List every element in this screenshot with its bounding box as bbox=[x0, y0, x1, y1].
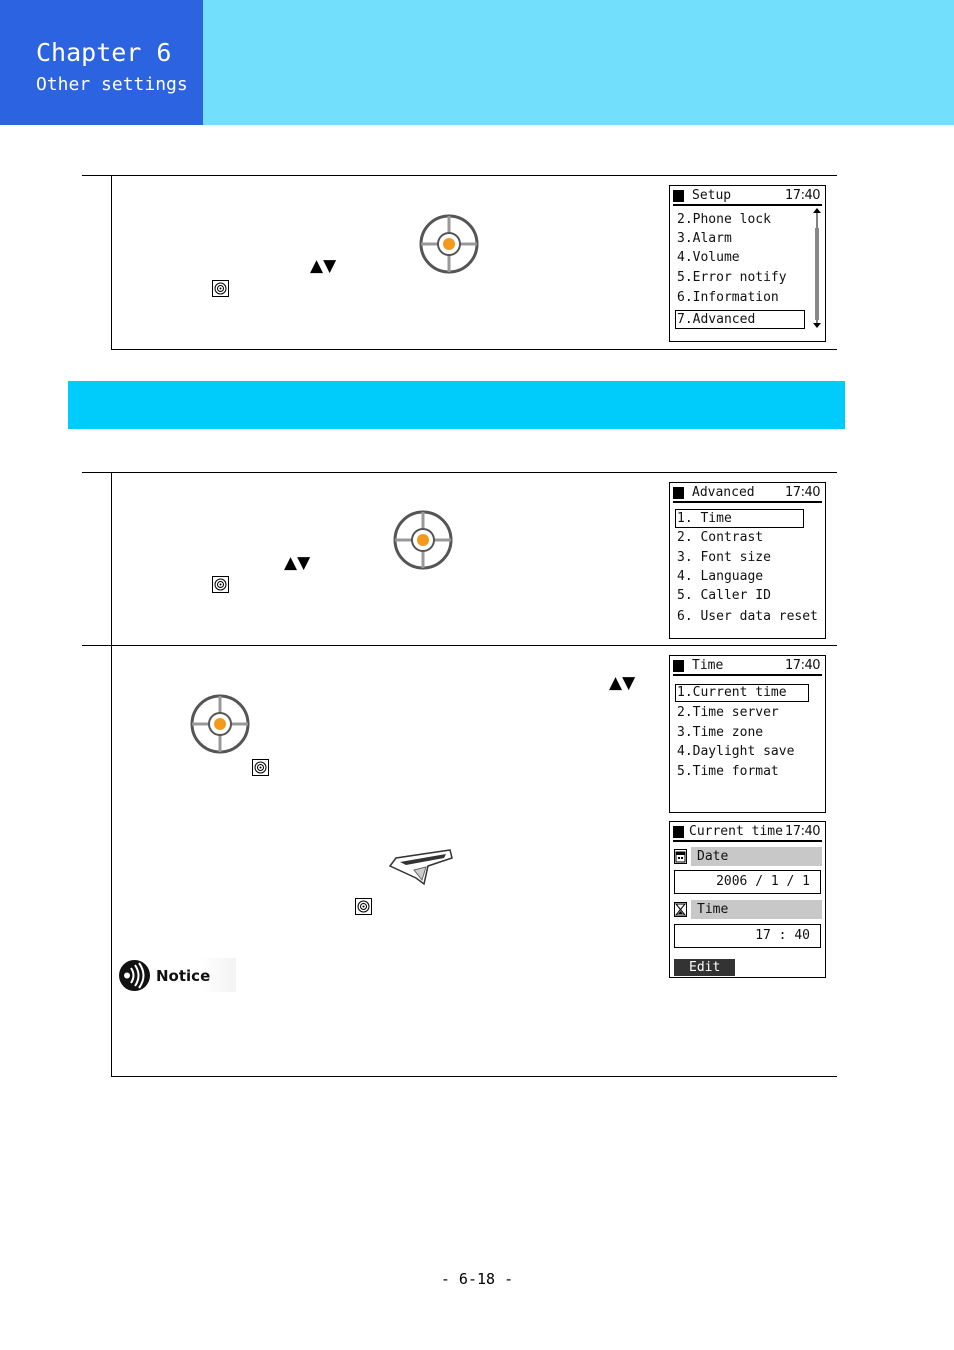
ok-key-icon bbox=[212, 576, 229, 593]
signal-block-icon bbox=[673, 660, 684, 672]
signal-block-icon bbox=[673, 826, 684, 838]
time-label: Time bbox=[691, 900, 822, 919]
menu-item-alarm[interactable]: 3.Alarm bbox=[677, 231, 732, 246]
menu-item-advanced[interactable]: 7.Advanced bbox=[677, 312, 756, 327]
signal-block-icon bbox=[673, 190, 684, 202]
up-down-arrows-icon: ▲▼ bbox=[284, 553, 311, 573]
edit-softkey[interactable]: Edit bbox=[674, 959, 735, 976]
stylus-key-icon bbox=[386, 846, 454, 886]
step2-top-rule bbox=[82, 472, 837, 473]
screen-clock: 17:40 bbox=[785, 824, 820, 839]
menu-item-current-time[interactable]: 1.Current time bbox=[677, 685, 787, 700]
menu-item-time-server[interactable]: 2.Time server bbox=[677, 705, 779, 720]
chapter-box bbox=[0, 0, 203, 125]
screen-status-bar bbox=[673, 658, 822, 676]
screen-status-bar bbox=[673, 485, 822, 503]
menu-item-user-data-reset[interactable]: 6. User data reset bbox=[677, 609, 818, 624]
steps-left-rule bbox=[111, 472, 112, 1077]
menu-item-time-format[interactable]: 5.Time format bbox=[677, 764, 779, 779]
notice-badge bbox=[118, 958, 236, 992]
screen-status-bar bbox=[673, 824, 822, 842]
page-number: - 6-18 - bbox=[440, 1270, 514, 1288]
notice-label: Notice bbox=[156, 967, 211, 985]
menu-item-daylight-save[interactable]: 4.Daylight save bbox=[677, 744, 795, 759]
chapter-title: Chapter 6 bbox=[36, 38, 172, 67]
menu-item-volume[interactable]: 4.Volume bbox=[677, 250, 740, 265]
signal-block-icon bbox=[673, 487, 684, 499]
menu-item-time-zone[interactable]: 3.Time zone bbox=[677, 725, 764, 740]
ok-key-icon bbox=[355, 898, 372, 915]
notice-icon bbox=[118, 959, 151, 992]
screen-clock: 17:40 bbox=[785, 188, 820, 203]
step3-bottom-rule bbox=[111, 1076, 837, 1077]
step1-bottom-rule bbox=[111, 349, 837, 350]
screen-title: Advanced bbox=[692, 485, 755, 500]
current-time-screen bbox=[669, 821, 826, 978]
date-field[interactable]: 2006 / 1 / 1 bbox=[674, 870, 821, 894]
section-band bbox=[68, 381, 845, 429]
navigation-dpad-icon bbox=[189, 693, 251, 755]
time-field[interactable]: 17 : 40 bbox=[674, 924, 821, 948]
screen-title: Setup bbox=[692, 188, 732, 203]
menu-item-caller-id[interactable]: 5. Caller ID bbox=[677, 588, 771, 603]
date-label: Date bbox=[691, 847, 822, 866]
menu-item-phone-lock[interactable]: 2.Phone lock bbox=[677, 212, 771, 227]
menu-item-language[interactable]: 4. Language bbox=[677, 569, 764, 584]
ok-key-icon bbox=[212, 280, 229, 297]
scrollbar[interactable] bbox=[812, 208, 822, 328]
screen-status-bar bbox=[673, 188, 822, 206]
navigation-dpad-icon bbox=[418, 213, 480, 275]
screen-clock: 17:40 bbox=[785, 658, 820, 673]
calendar-icon bbox=[674, 849, 687, 864]
screen-title: Time bbox=[692, 658, 724, 673]
chapter-subtitle: Other settings bbox=[36, 74, 188, 95]
up-down-arrows-icon: ▲▼ bbox=[609, 673, 636, 693]
menu-item-contrast[interactable]: 2. Contrast bbox=[677, 530, 764, 545]
menu-item-error-notify[interactable]: 5.Error notify bbox=[677, 270, 787, 285]
step1-left-rule bbox=[111, 175, 112, 350]
menu-item-time[interactable]: 1. Time bbox=[677, 511, 732, 526]
step1-top-rule bbox=[82, 175, 837, 176]
ok-key-icon bbox=[252, 759, 269, 776]
menu-item-font-size[interactable]: 3. Font size bbox=[677, 550, 771, 565]
up-down-arrows-icon: ▲▼ bbox=[310, 256, 337, 276]
screen-clock: 17:40 bbox=[785, 485, 820, 500]
menu-item-information[interactable]: 6.Information bbox=[677, 290, 779, 305]
advanced-screen bbox=[669, 482, 826, 639]
setup-screen bbox=[669, 185, 826, 342]
step3-top-rule bbox=[82, 645, 837, 646]
screen-title: Current time bbox=[689, 824, 783, 839]
time-menu-screen bbox=[669, 655, 826, 813]
hourglass-icon bbox=[674, 902, 687, 917]
navigation-dpad-icon bbox=[392, 509, 454, 571]
